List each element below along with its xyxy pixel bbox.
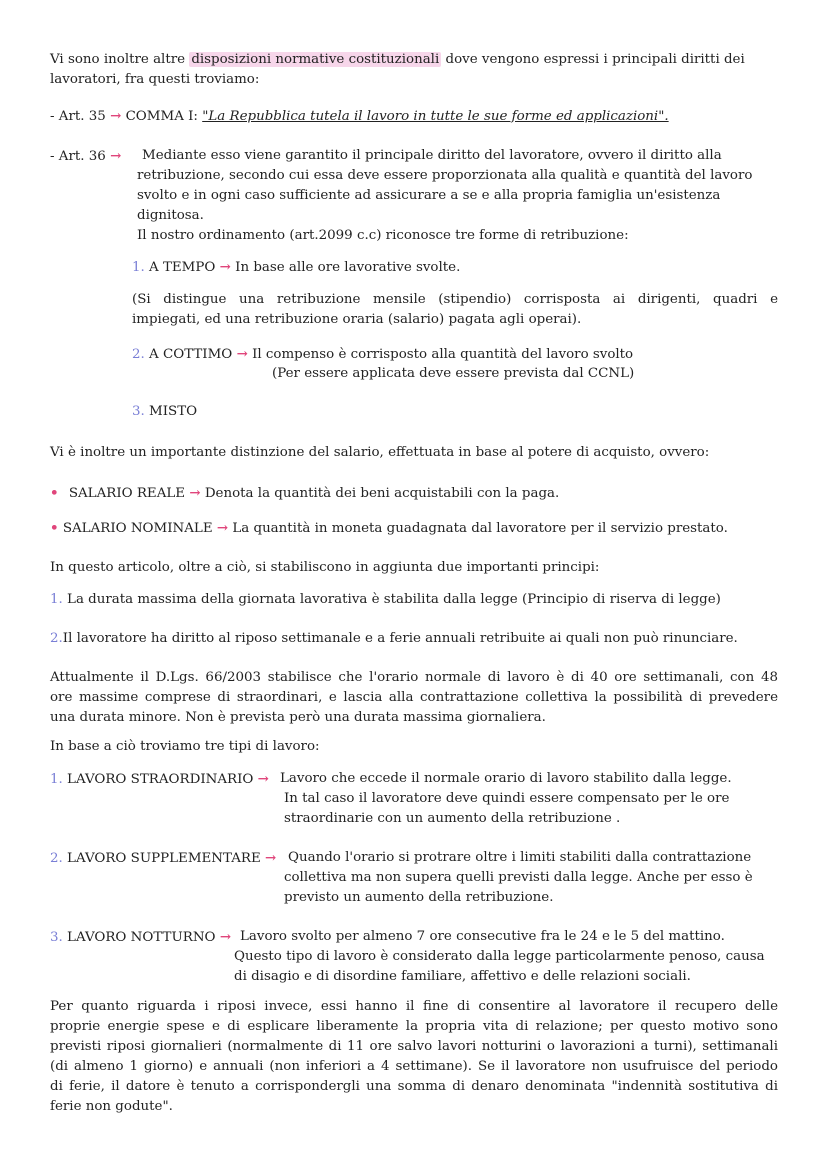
form-1 (132, 257, 460, 278)
highlighted-phrase: disposizioni normative costituzionali (191, 52, 440, 67)
art36-text-4: dignitosa. (137, 208, 204, 223)
art36-text-2: retribuzione, secondo cui essa deve essere proporzionata alla qualità e quantità del lavoro (137, 168, 753, 183)
form-2 (132, 344, 633, 365)
rest-line-1: Per quanto riguarda i riposi invece, essi hanno il fine di consentire al lavoratore il recupero delle (50, 999, 778, 1014)
rest-line-2: proprie energie spese e di esplicare liberamente la propria vita di relazione; per questo motivo sono (50, 1019, 778, 1034)
form-2-number: 2. (132, 347, 145, 362)
art36-line-1 (50, 146, 121, 167)
arrow-right-icon: → (110, 108, 122, 124)
form-2-title: A COTTIMO (149, 347, 233, 362)
salary-intro: Vi è inoltre un importante distinzione del salario, effettuata in base al potere di acquisto, ovvero: (50, 445, 710, 460)
arrow-right-icon: → (257, 771, 269, 787)
art36-text-3: svolto e in ogni caso sufficiente ad assicurare a se e alla propria famiglia un'esistenza (137, 188, 721, 203)
art36-text-5: Il nostro ordinamento (art.2099 c.c) riconosce tre forme di retribuzione: (137, 228, 629, 243)
work-type-1 (50, 769, 269, 790)
principle-2-number: 2. (50, 631, 63, 646)
work-type-1-l3: straordinarie con un aumento della retribuzione . (284, 811, 621, 826)
salary-nominal-title: SALARIO NOMINALE (62, 521, 213, 536)
arrow-right-icon: → (110, 148, 122, 164)
dlgs-line-4: In base a ciò troviamo tre tipi di lavoro: (50, 739, 320, 754)
dlgs-line-2: ore massime comprese di straordinari, e lascia alla contrattazione collettiva la possibilità di prevedere (50, 690, 778, 705)
form-3 (132, 402, 197, 422)
form-1-note-2: impiegati, ed una retribuzione oraria (salario) pagata agli operai). (132, 312, 582, 327)
work-type-1-title: LAVORO STRAORDINARIO (67, 772, 254, 787)
work-type-2 (50, 848, 276, 869)
dlgs-line-3: una durata minore. Non è prevista però una durata massima giornaliera. (50, 710, 546, 725)
rest-line-5: di ferie, il datore è tenuto a corrispondergli una somma di denaro denominata "indennità sostitutiva di (50, 1079, 778, 1094)
principles-intro: In questo articolo, oltre a ciò, si stabiliscono in aggiunta due importanti principi: (50, 560, 600, 575)
form-1-number: 1. (132, 260, 145, 275)
arrow-right-icon: → (219, 259, 231, 275)
form-3-title: MISTO (149, 404, 198, 419)
intro-text-post: dove vengono espressi i principali diritti dei (445, 52, 745, 67)
form-2-text: Il compenso è corrisposto alla quantità del lavoro svolto (252, 347, 634, 362)
intro-line-1 (50, 50, 780, 70)
salary-real (50, 483, 559, 504)
work-type-3-title: LAVORO NOTTURNO (67, 930, 216, 945)
work-type-1-l1: Lavoro che eccede il normale orario di lavoro stabilito dalla legge. (280, 771, 732, 786)
work-type-3-l3: di disagio e di disordine familiare, affettivo e delle relazioni sociali. (234, 969, 691, 984)
rest-line-3: previsti riposi giornalieri (normalmente di 11 ore salvo lavori notturini o lavorazioni a turni), settimanali (50, 1039, 778, 1054)
work-type-2-l2: collettiva ma non supera quelli previsti dalla legge. Anche per esso è (284, 870, 753, 885)
work-type-1-number: 1. (50, 772, 63, 787)
work-type-2-number: 2. (50, 851, 63, 866)
intro-line-2: lavoratori, fra questi troviamo: (50, 72, 260, 87)
art36-label: - Art. 36 (50, 149, 106, 164)
work-type-3-l1: Lavoro svolto per almeno 7 ore consecutive fra le 24 e le 5 del mattino. (240, 929, 725, 944)
bullet-icon: • (50, 485, 59, 501)
form-2-note: (Per essere applicata deve essere prevista dal CCNL) (272, 366, 635, 381)
principle-2-text: Il lavoratore ha diritto al riposo settimanale e a ferie annuali retribuite ai quali non può rinunciare. (62, 631, 738, 646)
work-type-3-l2: Questo tipo di lavoro è considerato dalla legge particolarmente penoso, causa (234, 949, 765, 964)
principle-1-text: La durata massima della giornata lavorativa è stabilita dalla legge (Principio di riserva di legge) (67, 592, 721, 607)
arrow-right-icon: → (236, 346, 248, 362)
principle-2 (50, 629, 738, 649)
arrow-right-icon: → (216, 520, 229, 536)
salary-nominal-text: La quantità in moneta guadagnata dal lavoratore per il servizio prestato. (232, 521, 728, 536)
arrow-right-icon: → (189, 485, 201, 501)
principle-1-number: 1. (50, 592, 63, 607)
principle-1 (50, 590, 721, 610)
form-3-number: 3. (132, 404, 145, 419)
rest-line-4: (di almeno 1 giorno) e annuali (non inferiori a 4 settimane). Se il lavoratore non usufruisce del periodo (50, 1059, 778, 1074)
intro-text-pre: Vi sono inoltre altre (50, 52, 186, 67)
salary-real-text: Denota la quantità dei beni acquistabili con la paga. (204, 486, 560, 501)
work-type-2-l1: Quando l'orario si protrare oltre i limiti stabiliti dalla contrattazione (288, 850, 752, 865)
work-type-2-l3: previsto un aumento della retribuzione. (284, 890, 554, 905)
art36-text-1: Mediante esso viene garantito il principale diritto del lavoratore, ovvero il diritto alla (142, 148, 722, 163)
art35-line (50, 106, 669, 127)
rest-line-6: ferie non godute". (50, 1099, 173, 1114)
salary-real-title: SALARIO REALE (68, 486, 186, 501)
art35-comma: COMMA I: (125, 109, 198, 124)
form-1-title: A TEMPO (149, 260, 216, 275)
work-type-3-number: 3. (50, 930, 63, 945)
art35-label: - Art. 35 (50, 109, 106, 124)
salary-nominal (50, 518, 728, 539)
arrow-right-icon: → (265, 850, 277, 866)
form-1-text: In base alle ore lavorative svolte. (235, 260, 461, 275)
form-1-note-1: (Si distingue una retribuzione mensile (stipendio) corrisposta ai dirigenti, quadri e (132, 292, 778, 307)
arrow-right-icon: → (219, 929, 232, 945)
work-type-1-l2: In tal caso il lavoratore deve quindi essere compensato per le ore (284, 791, 730, 806)
work-type-2-title: LAVORO SUPPLEMENTARE (67, 851, 261, 866)
work-type-3 (50, 927, 231, 948)
dlgs-line-1: Attualmente il D.Lgs. 66/2003 stabilisce che l'orario normale di lavoro è di 40 ore settimanali, con 48 (50, 670, 778, 685)
art35-quote: "La Repubblica tutela il lavoro in tutte le sue forme ed applicazioni". (202, 109, 669, 124)
bullet-icon: • (50, 520, 59, 536)
